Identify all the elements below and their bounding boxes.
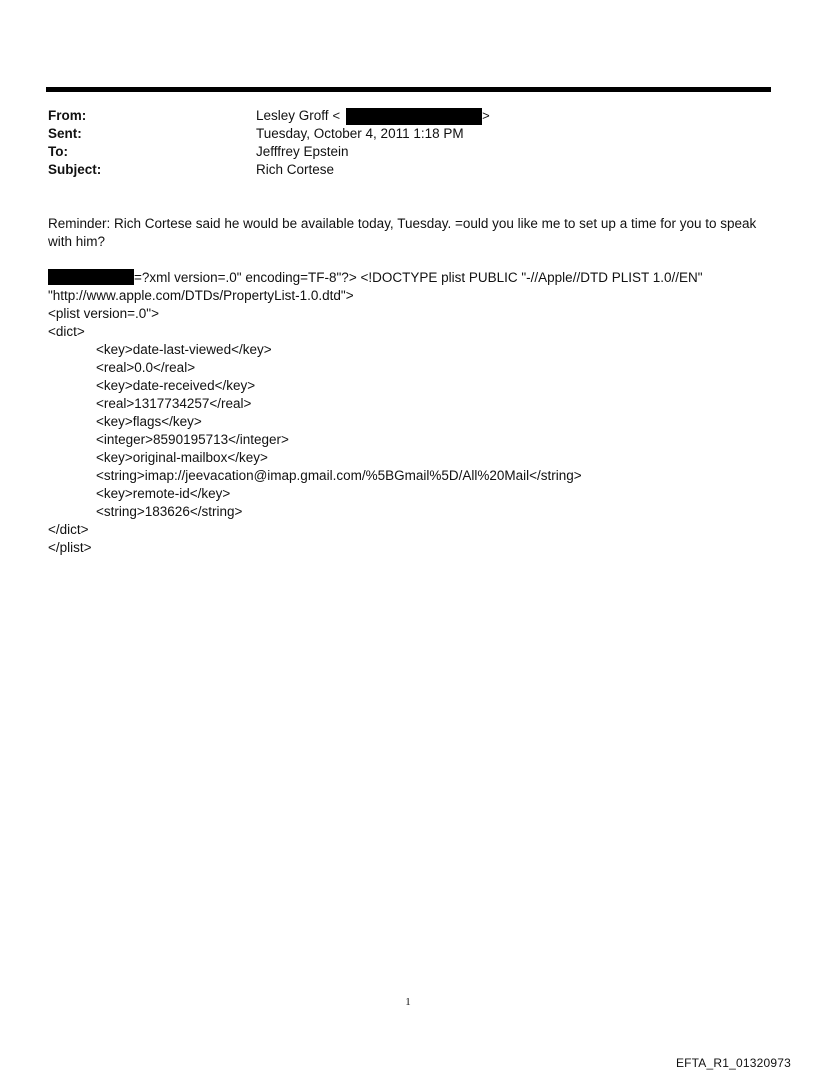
plist-line: <plist version=.0">	[48, 306, 159, 321]
redacted-email-box	[346, 108, 482, 125]
to-value: Jefffrey Epstein	[256, 144, 349, 159]
from-name: Lesley Groff	[256, 108, 329, 123]
plist-line: </plist>	[48, 540, 92, 555]
plist-item: <integer>8590195713</integer>	[96, 432, 289, 447]
from-close-bracket: >	[482, 108, 490, 123]
from-open-bracket: <	[332, 108, 341, 123]
sent-row	[48, 125, 768, 143]
plist-line: "http://www.apple.com/DTDs/PropertyList-1.0.dtd">	[48, 288, 354, 303]
subject-label: Subject:	[48, 162, 102, 177]
plist-line: </dict>	[48, 522, 89, 537]
plist-item: <string>imap://jeevacation@imap.gmail.com/%5BGmail%5D/All%20Mail</string>	[96, 468, 582, 483]
subject-row	[48, 161, 768, 179]
redacted-inline-box	[48, 269, 134, 285]
email-header	[48, 107, 768, 179]
to-row	[48, 143, 768, 161]
subject-value: Rich Cortese	[256, 162, 335, 177]
from-row	[48, 107, 768, 125]
plist-line	[48, 269, 768, 287]
from-label: From:	[48, 108, 87, 123]
plist-item: <key>flags</key>	[96, 414, 202, 429]
plist-item: <key>date-received</key>	[96, 378, 256, 393]
plist-item: <key>date-last-viewed</key>	[96, 342, 272, 357]
plist-item: <real>1317734257</real>	[96, 396, 252, 411]
sent-label: Sent:	[48, 126, 82, 141]
sent-value: Tuesday, October 4, 2011 1:18 PM	[256, 126, 464, 141]
message-body: Reminder: Rich Cortese said he would be available today, Tuesday. =ould you like me to set up a time for you to speak with him?	[48, 216, 757, 249]
xml-declaration: =?xml version=.0" encoding=TF-8"?> <!DOCTYPE plist PUBLIC "-//Apple//DTD PLIST 1.0//EN"	[134, 270, 703, 285]
plist-attachment-text	[48, 269, 768, 557]
from-value	[256, 107, 490, 125]
page-number: 1	[405, 996, 411, 1008]
document-id: EFTA_R1_01320973	[675, 1056, 791, 1070]
plist-item: <string>183626</string>	[96, 504, 243, 519]
plist-item: <real>0.0</real>	[96, 360, 196, 375]
header-divider-rule	[46, 87, 771, 92]
to-label: To:	[48, 144, 68, 159]
plist-item: <key>original-mailbox</key>	[96, 450, 268, 465]
plist-line: <dict>	[48, 324, 85, 339]
plist-item: <key>remote-id</key>	[96, 486, 231, 501]
